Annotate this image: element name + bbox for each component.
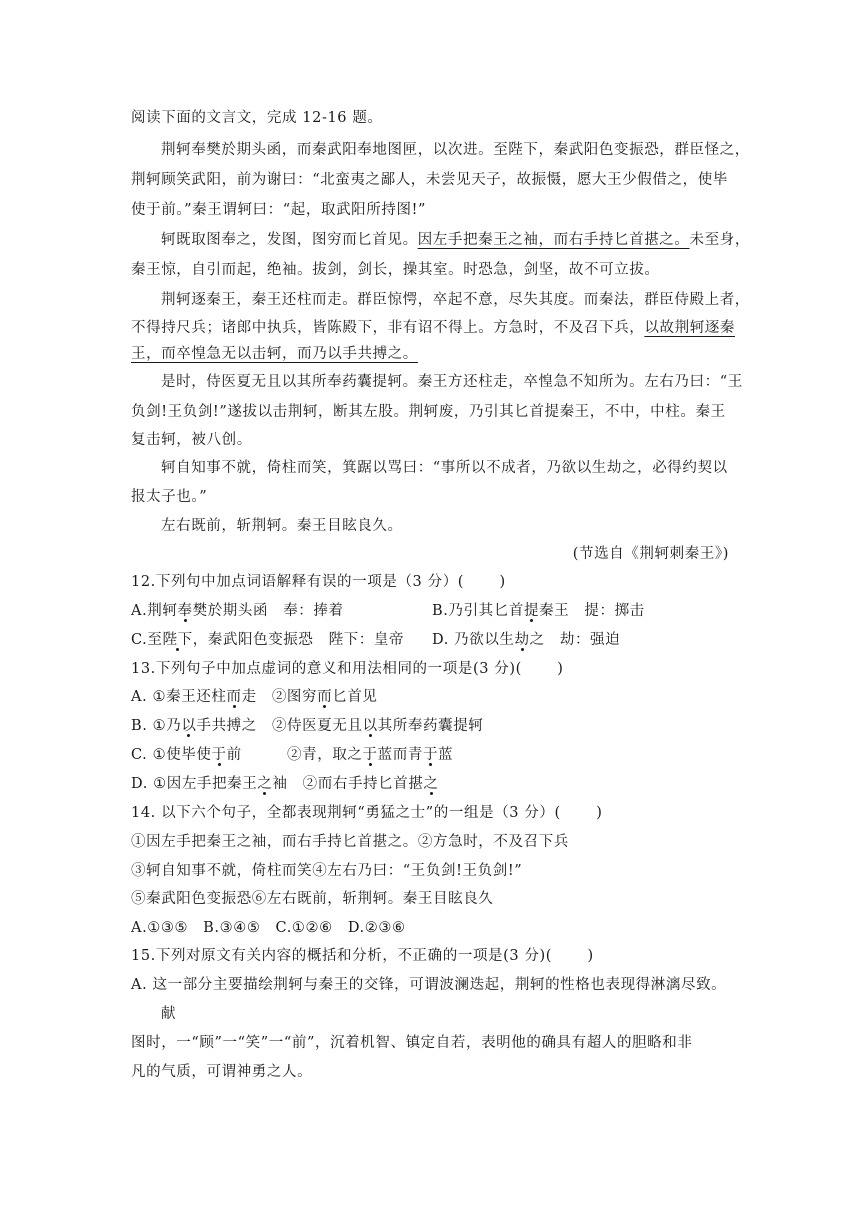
q13-option-d: D. ①因左手把秦王之袖 ②而右手持匕首揕之 xyxy=(131,776,439,792)
passage-line: 荆轲逐秦王，秦王还柱而走。群臣惊愕，卒起不意，尽失其度。而秦法，群臣侍殿上者， xyxy=(161,292,750,308)
underlined-sentence: 以故荆轲逐秦 xyxy=(644,320,736,336)
q15-option-a: 凡的气质，可谓神勇之人。 xyxy=(131,1064,313,1080)
reading-instruction: 阅读下面的文言文，完成 12-16 题。 xyxy=(131,110,383,126)
q14-sentences: ⑤秦武阳色变振恐⑥左右既前，斩荆轲。秦王目眩良久 xyxy=(131,891,494,907)
q14-sentences: ③轲自知事不就，倚柱而笑④左右乃曰：“王负剑!王负剑!” xyxy=(131,863,523,879)
q12-option-d: D. 乃欲以生劫之 劫：强迫 xyxy=(432,632,621,648)
passage-line: 是时，侍医夏无且以其所奉药囊提轲。秦王方还柱走，卒惶急不知所为。左右乃曰：“王 xyxy=(161,374,743,390)
q12-option-c: C.至陛下，秦武阳色变振恐 陛下：皇帝 xyxy=(131,632,405,648)
q13-option-c: C. ①使毕使于前 ②青，取之于蓝而青于蓝 xyxy=(131,747,454,763)
passage-line: 使于前。”秦王谓轲曰：“起，取武阳所持图!” xyxy=(131,202,427,218)
q12-option-b: B.乃引其匕首提秦王 提：掷击 xyxy=(432,603,645,619)
passage-text: 不得持尺兵；诸郎中执兵，皆陈殿下，非有诏不得上。方急时，不及召下兵， xyxy=(131,320,645,336)
passage-line xyxy=(131,344,418,364)
passage-source: (节选自《荆轲刺秦王》) xyxy=(572,546,729,562)
q14-sentences: ①因左手把秦王之袖，而右手持匕首揕之。②方急时，不及召下兵 xyxy=(131,834,569,850)
q14-options: A.①③⑤ B.③④⑤ C.①②⑥ D.②③⑥ xyxy=(131,920,406,936)
question-15-stem: 15.下列对原文有关内容的概括和分析，不正确的一项是(3 分)( ) xyxy=(131,948,594,964)
passage-text: 未至身， xyxy=(689,232,750,248)
q15-option-a: 图时，一“顾”一“笑”一“前”，沉着机智、镇定自若，表明他的确具有超人的胆略和非 xyxy=(131,1035,693,1051)
passage-line: 轲自知事不就，倚柱而笑，箕踞以骂曰：“事所以不成者，乃欲以生劫之，必得约契以 xyxy=(161,460,728,476)
passage-text: 轲既取图奉之，发图，图穷而匕首见。 xyxy=(161,232,418,248)
passage-line: 负剑!王负剑!”遂拔以击荆轲，断其左股。荆轲废，乃引其匕首提秦王，不中，中柱。秦王 xyxy=(131,404,726,420)
q13-option-a: A. ①秦王还柱而走 ②图穷而匕首见 xyxy=(131,689,378,705)
q15-option-a: A. 这一部分主要描绘荆轲与秦王的交锋，可谓波澜迭起，荆轲的性格也表现得淋漓尽致。 xyxy=(131,977,727,993)
passage-line xyxy=(161,230,750,250)
question-12-stem: 12.下列句中加点词语解释有误的一项是（3 分）( ) xyxy=(131,574,506,590)
question-14-stem: 14. 以下六个句子，全都表现荆轲“勇猛之士”的一组是（3 分）( ) xyxy=(131,805,603,821)
underlined-sentence: 因左手把秦王之袖，而右手持匕首揕之。 xyxy=(417,232,690,248)
underlined-sentence: 王，而卒惶急无以击轲，而乃以手共搏之。 xyxy=(131,346,418,362)
passage-line: 秦王惊，自引而起，绝袖。拔剑，剑长，操其室。时恐急，剑坚，故不可立拔。 xyxy=(131,262,660,278)
q12-option-a: A.荆轲奉樊於期头函 奉：捧着 xyxy=(131,603,344,619)
passage-line: 荆轲奉樊於期头函，而秦武阳奉地图匣，以次进。至陛下，秦武阳色变振恐，群臣怪之， xyxy=(161,142,750,158)
passage-line: 复击轲，被八创。 xyxy=(131,432,252,448)
passage-line xyxy=(131,318,735,338)
passage-line: 报太子也。” xyxy=(131,489,208,505)
q15-option-a: 献 xyxy=(161,1006,177,1022)
q13-option-b: B. ①乃以手共搏之 ②侍医夏无且以其所奉药囊提轲 xyxy=(131,718,484,734)
question-13-stem: 13.下列句子中加点虚词的意义和用法相同的一项是(3 分)( ) xyxy=(131,661,564,677)
passage-line: 荆轲顾笑武阳，前为谢曰：“北蛮夷之鄙人，未尝见天子，故振慑，愿大王少假借之，使毕 xyxy=(131,172,728,188)
passage-line: 左右既前，斩荆轲。秦王目眩良久。 xyxy=(161,518,403,534)
